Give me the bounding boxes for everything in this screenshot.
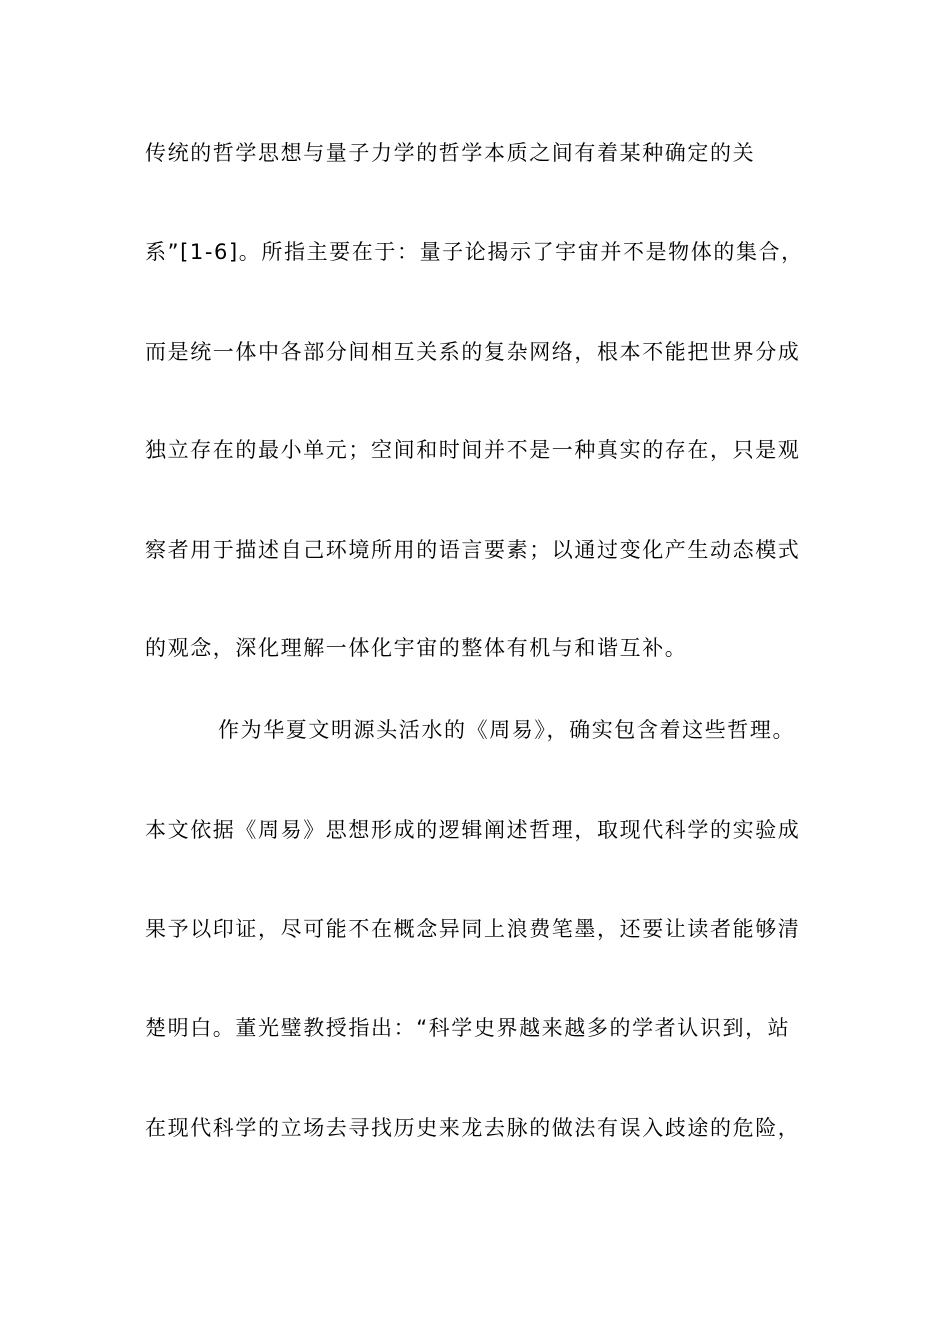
text-line-11: 在现代科学的立场去寻找历史来龙去脉的做法有误入歧途的危险， <box>145 1116 801 1140</box>
text-line-9: 果予以印证，尽可能不在概念异同上浪费笔墨，还要让读者能够清 <box>145 917 801 941</box>
text-line-1: 传统的哲学思想与量子力学的哲学本质之间有着某种确定的关 <box>145 141 756 165</box>
text-line-8: 本文依据《周易》思想形成的逻辑阐述哲理，取现代科学的实验成 <box>145 818 801 842</box>
text-line-5: 察者用于描述自己环境所用的语言要素；以通过变化产生动态模式 <box>145 538 801 562</box>
text-line-10: 楚明白。董光璧教授指出：“科学史界越来越多的学者认识到，站 <box>145 1016 791 1040</box>
paragraph-start-line: 作为华夏文明源头活水的《周易》，确实包含着这些哲理。 <box>218 718 796 742</box>
text-line-2: 系”[1-6]。所指主要在于：量子论揭示了宇宙并不是物体的集合， <box>145 240 804 264</box>
text-line-4: 独立存在的最小单元；空间和时间并不是一种真实的存在，只是观 <box>145 438 801 462</box>
text-line-6: 的观念，深化理解一体化宇宙的整体有机与和谐互补。 <box>145 636 688 660</box>
text-line-3: 而是统一体中各部分间相互关系的复杂网络，根本不能把世界分成 <box>145 340 801 364</box>
